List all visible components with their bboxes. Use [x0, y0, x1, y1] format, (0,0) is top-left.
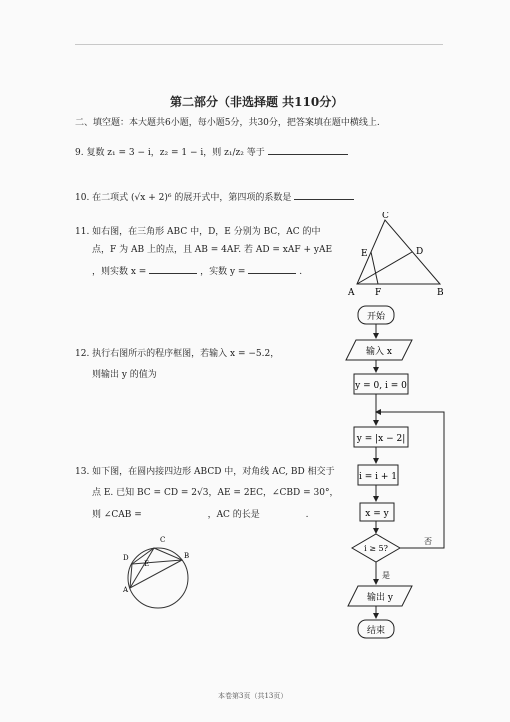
answer-blank [248, 264, 296, 274]
period: . [299, 267, 303, 277]
condition-label: i ≥ 5? [364, 544, 388, 553]
label-angle: 则 ∠CAB = [92, 510, 142, 520]
answer-blank [160, 367, 230, 377]
question-12-line2 [92, 367, 230, 381]
section-heading: 二、填空题：本大题共6小题，每小题5分，共30分，把答案填在题中横线上. [75, 118, 380, 128]
label-d: D [123, 554, 129, 562]
quadrilateral-abcd [130, 548, 182, 588]
period: . [305, 510, 309, 520]
label-e: E [361, 249, 368, 259]
circumcircle [128, 548, 188, 608]
header-rule [75, 44, 443, 45]
label-c: C [382, 212, 389, 221]
end-label: 结束 [366, 626, 386, 636]
output-label: 输出 y [367, 593, 393, 603]
question-10 [75, 190, 354, 204]
label-a: A [123, 586, 129, 594]
assign-label: y = |x − 2| [356, 434, 406, 444]
label-b: B [184, 552, 190, 560]
question-12-line1: 12. 执行右图所示的程序框图，若输入 x = −5.2， [75, 349, 280, 359]
question-13-line3 [92, 507, 308, 521]
question-13-line2: 点 E. 已知 BC = CD = 2√3，AE = 2EC，∠CBD = 30°， [92, 488, 339, 498]
answer-blank [294, 190, 354, 200]
question-10-text: 10. 在二项式 (√x + 2)⁶ 的展开式中，第四项的系数是 [75, 193, 292, 203]
triangle-abc [357, 220, 440, 284]
question-13-line1: 13. 如下图，在圆内接四边形 ABCD 中，对角线 AC, BD 相交于 [75, 467, 335, 477]
init-label: y = 0, i = 0 [355, 381, 407, 391]
part-title: 第二部分（非选择题 共110分） [170, 95, 344, 109]
yes-label: 是 [382, 571, 390, 580]
question-12-text: 则输出 y 的值为 [92, 370, 157, 380]
answer-blank [149, 264, 197, 274]
answer-blank [145, 507, 205, 517]
question-9-text: 9. 复数 z₁ = 3 − i，z₂ = 1 − i，则 z₁/z₂ 等于 [75, 148, 265, 158]
page-footer: 本卷第3页（共13页） [218, 692, 288, 700]
triangle-figure [345, 212, 455, 302]
segment-ef [371, 252, 378, 284]
label-c: C [160, 536, 166, 544]
label-ac: ，AC 的长是 [207, 510, 260, 520]
question-9 [75, 145, 348, 159]
question-11-line2: 点，F 为 AB 上的点，且 AB = 4AF. 若 AD = xAF + yAE [92, 245, 333, 255]
label-f: F [375, 288, 382, 298]
increment-label: i = i + 1 [358, 472, 398, 482]
label-y: ，实数 y = [200, 267, 246, 277]
start-label: 开始 [366, 312, 386, 322]
diagonal-bd [132, 560, 182, 564]
answer-blank [263, 507, 303, 517]
circle-figure [120, 530, 200, 620]
flowchart [338, 300, 458, 650]
input-label: 输入 x [366, 347, 392, 357]
label-x: ，则实数 x = [92, 267, 147, 277]
label-b: B [437, 288, 444, 298]
question-11-line1: 11. 如右图，在三角形 ABC 中，D，E 分别为 BC，AC 的中 [75, 227, 321, 237]
label-d: D [416, 247, 424, 257]
label-e: E [144, 560, 150, 568]
label-a: A [348, 288, 355, 298]
answer-blank [268, 145, 348, 155]
question-11-line3 [92, 264, 302, 278]
update-label: x = y [365, 509, 389, 519]
no-label: 否 [424, 537, 432, 546]
